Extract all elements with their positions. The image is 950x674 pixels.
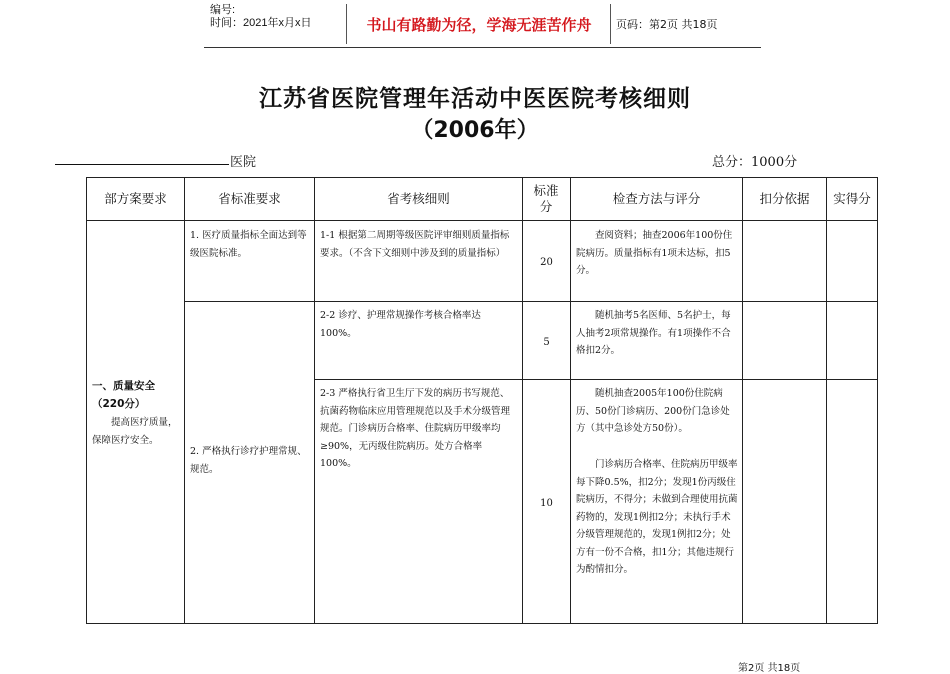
header-check-method: 检查方法与评分 <box>612 191 701 206</box>
header-actual-score: 实得分 <box>833 191 871 206</box>
header-divider <box>610 4 611 44</box>
method-text: 随机抽考5名医师、5名护士，每人抽考2项常规操作。有1项操作不合格扣2分。 <box>576 310 731 356</box>
total-score: 总分：1000分 <box>712 155 798 170</box>
document-title: 江苏省医院管理年活动中医医院考核细则 <box>259 86 691 112</box>
hospital-name-blank <box>55 164 229 165</box>
standard-score: 5 <box>543 337 550 348</box>
row-divider <box>184 301 878 302</box>
section-title: 一、质量安全（220分） <box>92 380 155 410</box>
assessment-table <box>86 177 878 624</box>
date-text: 时间：2021年x月x日 <box>210 17 312 29</box>
section-description: 提高医疗质量，保障医疗安全。 <box>92 417 178 446</box>
header-page-number: 页码：第2页 共18页 <box>616 18 718 31</box>
column-divider <box>184 177 185 624</box>
column-divider <box>570 177 571 624</box>
standard-text: 2. 严格执行诊疗护理常规、规范。 <box>190 446 307 475</box>
hospital-suffix: 医院 <box>230 155 257 170</box>
column-divider <box>522 177 523 624</box>
method-text: 随机抽查2005年100份住院病历、50份门诊病历、200份门急诊处方（其中急诊处方50份）。 <box>576 388 730 434</box>
header-rule <box>204 47 761 48</box>
serial-label: 编号: <box>210 4 236 16</box>
column-divider <box>314 177 315 624</box>
standard-score: 10 <box>540 498 553 509</box>
standard-text: 1. 医疗质量指标全面达到等级医院标准。 <box>190 230 307 259</box>
page-footer: 第2页 共18页 <box>738 663 801 674</box>
header-divider <box>346 4 347 44</box>
header-dept-requirement: 部方案要求 <box>104 191 167 206</box>
header-province-rules: 省考核细则 <box>387 191 450 206</box>
header-row-divider <box>86 220 878 221</box>
header-meta <box>204 0 346 48</box>
header-province-standard: 省标准要求 <box>218 191 281 206</box>
standard-score: 20 <box>540 257 553 268</box>
column-divider <box>826 177 827 624</box>
rule-text: 2-2 诊疗、护理常规操作考核合格率达100%。 <box>320 310 481 339</box>
table-border <box>877 177 878 624</box>
header-deduction-basis: 扣分依据 <box>759 191 810 206</box>
rule-text: 1-1 根据第二周期等级医院评审细则质量指标要求。（不含下文细则中涉及到的质量指标） <box>320 230 510 259</box>
page-header <box>204 0 761 48</box>
table-border <box>86 623 878 624</box>
table-border <box>86 177 87 624</box>
method-text: 查阅资料；抽查2006年100份住院病历。质量指标有1项未达标，扣5分。 <box>576 230 733 276</box>
motto-text: 书山有路勤为径，学海无涯苦作舟 <box>366 16 592 34</box>
document-year: （2006年） <box>411 118 539 143</box>
method-text: 门诊病历合格率、住院病历甲级率每下降0.5%，扣2分；发现1份丙级住院病历，不得分；未做到合理使用抗菌药物的，发现1例扣2分；未执行手术分级管理规范的，发现1例扣2分；处方有一份不合格，扣1分；其他违规行为酌情扣分。 <box>576 459 738 575</box>
column-divider <box>742 177 743 624</box>
header-standard-score: 标准分 <box>533 183 559 214</box>
row-divider <box>314 379 878 380</box>
rule-text: 2-3 严格执行省卫生厅下发的病历书写规范、抗菌药物临床应用管理规范以及手术分级管理规范。门诊病历合格率、住院病历甲级率均≥90%，无丙级住院病历。处方合格率100%。 <box>320 388 511 469</box>
